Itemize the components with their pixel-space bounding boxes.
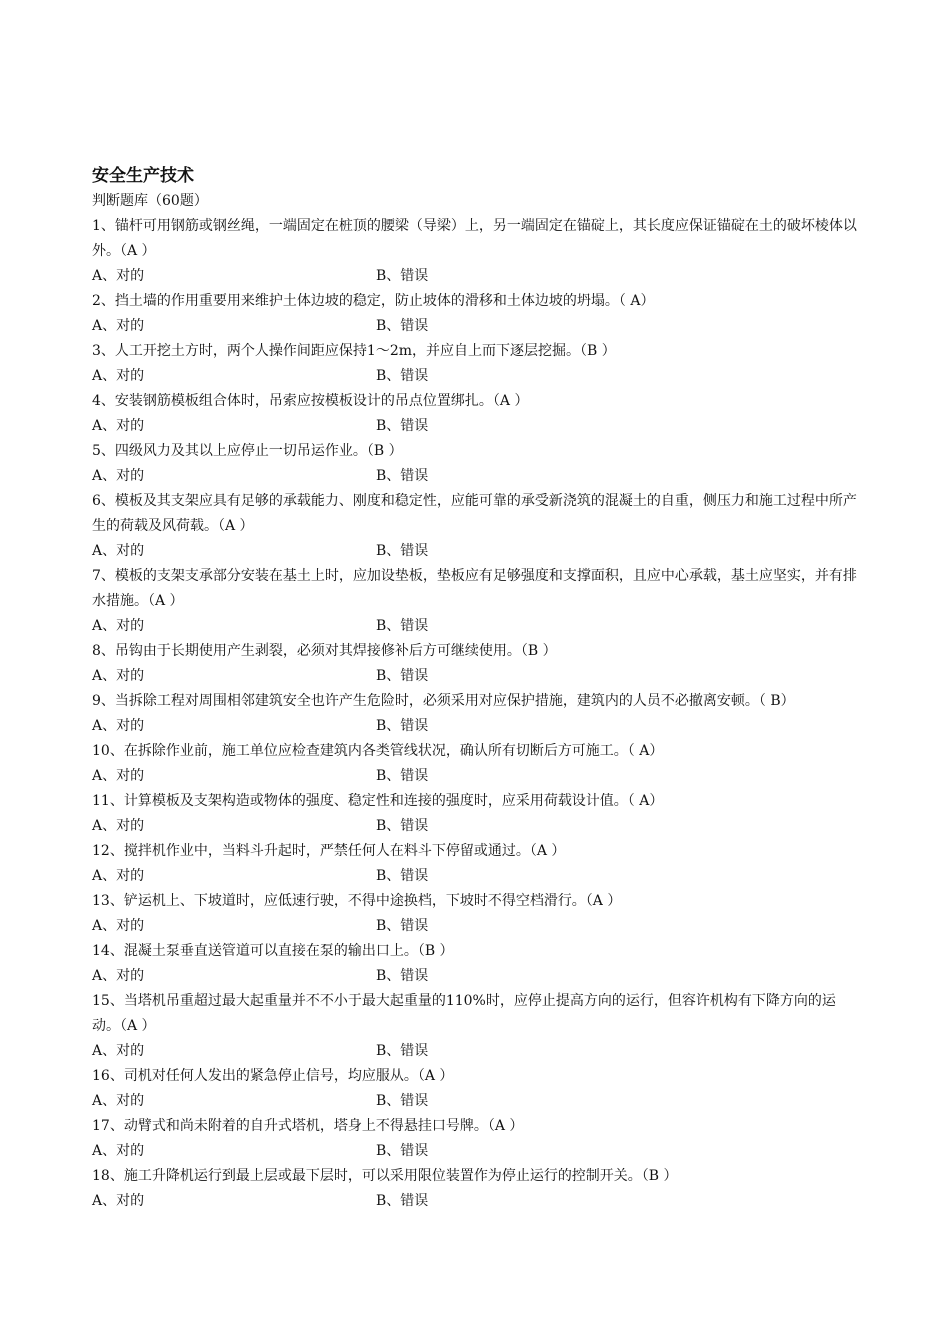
option-false: B、错误	[376, 618, 429, 634]
option-false: B、错误	[376, 818, 429, 834]
question-text: 11、计算模板及支架构造或物体的强度、稳定性和连接的强度时，应采用荷载设计值。（ A）	[92, 793, 664, 809]
document-content	[92, 163, 858, 1214]
document-title: 安全生产技术	[92, 166, 194, 186]
question-text: 12、搅拌机作业中，当料斗升起时，严禁任何人在料斗下停留或通过。（A ）	[92, 843, 566, 859]
question-item	[92, 1114, 858, 1164]
question-list	[92, 214, 858, 1214]
option-false: B、错误	[376, 418, 429, 434]
option-false: B、错误	[376, 1193, 429, 1209]
answer-options	[92, 1189, 858, 1214]
question-text: 1、锚杆可用钢筋或钢丝绳，一端固定在桩顶的腰梁（导梁）上，另一端固定在锚碇上，其长度应保证锚碇在土的破坏棱体以外。（A ）	[92, 218, 857, 259]
answer-options	[92, 764, 858, 789]
option-true: A、对的	[92, 1093, 145, 1109]
question-text: 5、四级风力及其以上应停止一切吊运作业。（B ）	[92, 443, 403, 459]
option-true: A、对的	[92, 918, 145, 934]
question-text: 14、混凝土泵垂直送管道可以直接在泵的输出口上。（B ）	[92, 943, 454, 959]
question-text: 6、模板及其支架应具有足够的承载能力、刚度和稳定性，应能可靠的承受新浇筑的混凝土的自重，侧压力和施工过程中所产生的荷载及风荷载。（A ）	[92, 493, 857, 534]
option-true: A、对的	[92, 1043, 145, 1059]
question-item	[92, 339, 858, 389]
document-subtitle: 判断题库（60题）	[92, 193, 208, 209]
question-item	[92, 564, 858, 639]
answer-options	[92, 1089, 858, 1114]
answer-options	[92, 1139, 858, 1164]
question-item	[92, 889, 858, 939]
option-false: B、错误	[376, 318, 429, 334]
answer-options	[92, 1039, 858, 1064]
option-true: A、对的	[92, 968, 145, 984]
question-item	[92, 689, 858, 739]
answer-options	[92, 414, 858, 439]
question-text: 2、挡土墙的作用重要用来维护土体边坡的稳定，防止坡体的滑移和土体边坡的坍塌。（ A）	[92, 293, 655, 309]
option-true: A、对的	[92, 368, 145, 384]
question-item	[92, 214, 858, 289]
answer-options	[92, 914, 858, 939]
option-true: A、对的	[92, 618, 145, 634]
option-false: B、错误	[376, 1093, 429, 1109]
question-text: 7、模板的支架支承部分安装在基土上时，应加设垫板，垫板应有足够强度和支撑面积，且应中心承载，基土应坚实，并有排水措施。（A ）	[92, 568, 857, 609]
answer-options	[92, 614, 858, 639]
option-false: B、错误	[376, 468, 429, 484]
question-text: 3、人工开挖土方时，两个人操作间距应保持1～2m，并应自上而下逐层挖掘。（B ）	[92, 343, 616, 359]
question-text: 13、铲运机上、下坡道时，应低速行驶，不得中途换档，下坡时不得空档滑行。（A ）	[92, 893, 622, 909]
option-false: B、错误	[376, 268, 429, 284]
question-item	[92, 439, 858, 489]
option-true: A、对的	[92, 668, 145, 684]
option-true: A、对的	[92, 268, 145, 284]
answer-options	[92, 264, 858, 289]
answer-options	[92, 364, 858, 389]
question-text: 16、司机对任何人发出的紧急停止信号，均应服从。（A ）	[92, 1068, 454, 1084]
option-true: A、对的	[92, 318, 145, 334]
option-true: A、对的	[92, 1143, 145, 1159]
question-item	[92, 1064, 858, 1114]
question-item	[92, 289, 858, 339]
option-true: A、对的	[92, 1193, 145, 1209]
question-text: 8、吊钩由于长期使用产生剥裂，必须对其焊接修补后方可继续使用。（B ）	[92, 643, 557, 659]
question-item	[92, 839, 858, 889]
question-text: 10、在拆除作业前，施工单位应检查建筑内各类管线状况，确认所有切断后方可施工。（ A）	[92, 743, 664, 759]
option-false: B、错误	[376, 1043, 429, 1059]
option-true: A、对的	[92, 768, 145, 784]
answer-options	[92, 714, 858, 739]
option-true: A、对的	[92, 543, 145, 559]
option-false: B、错误	[376, 768, 429, 784]
answer-options	[92, 464, 858, 489]
answer-options	[92, 314, 858, 339]
option-false: B、错误	[376, 668, 429, 684]
option-true: A、对的	[92, 468, 145, 484]
option-true: A、对的	[92, 818, 145, 834]
question-text: 15、当塔机吊重超过最大起重量并不不小于最大起重量的110%时，应停止提高方向的运行，但容许机构有下降方向的运动。（A ）	[92, 993, 836, 1034]
question-item	[92, 739, 858, 789]
option-true: A、对的	[92, 868, 145, 884]
option-false: B、错误	[376, 968, 429, 984]
answer-options	[92, 864, 858, 889]
answer-options	[92, 539, 858, 564]
option-true: A、对的	[92, 718, 145, 734]
question-text: 9、当拆除工程对周围相邻建筑安全也许产生危险时，必须采用对应保护措施，建筑内的人员不必撤离安顿。（ B）	[92, 693, 795, 709]
option-false: B、错误	[376, 543, 429, 559]
option-false: B、错误	[376, 718, 429, 734]
option-true: A、对的	[92, 418, 145, 434]
question-item	[92, 489, 858, 564]
question-item	[92, 1164, 858, 1214]
option-false: B、错误	[376, 918, 429, 934]
question-item	[92, 939, 858, 989]
answer-options	[92, 814, 858, 839]
answer-options	[92, 664, 858, 689]
option-false: B、错误	[376, 368, 429, 384]
answer-options	[92, 964, 858, 989]
question-item	[92, 789, 858, 839]
question-item	[92, 639, 858, 689]
question-item	[92, 389, 858, 439]
question-text: 17、动臂式和尚未附着的自升式塔机，塔身上不得悬挂口号牌。（A ）	[92, 1118, 524, 1134]
question-item	[92, 989, 858, 1064]
option-false: B、错误	[376, 1143, 429, 1159]
question-text: 4、安装钢筋模板组合体时，吊索应按模板设计的吊点位置绑扎。（A ）	[92, 393, 529, 409]
question-text: 18、施工升降机运行到最上层或最下层时，可以采用限位装置作为停止运行的控制开关。（B ）	[92, 1168, 678, 1184]
option-false: B、错误	[376, 868, 429, 884]
